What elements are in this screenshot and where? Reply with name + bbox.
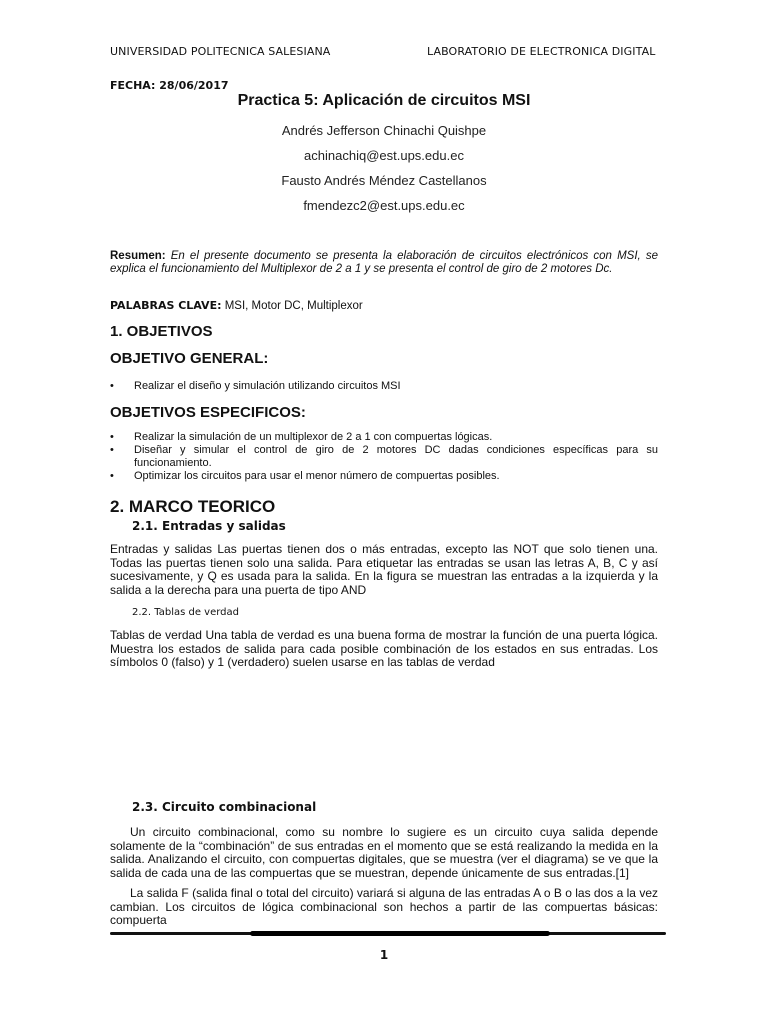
paragraph-text: Un circuito combinacional, como su nombre lo sugiere es un circuito cuya salida depende solamente de la “combinación” de sus entradas en el momento que se está realizando la medida en la salida. Analizando el circuito, con compuertas digitales, que se muestra (ver el diagrama) se ve que la salida de cada una de las compuertas que se muestran, depende únicamente de sus entradas.[1] xyxy=(110,825,658,880)
list-item xyxy=(110,380,658,393)
list-item-text: Realizar el diseño y simulación utilizando circuitos MSI xyxy=(134,380,401,392)
entradas-salidas-paragraph xyxy=(110,543,658,597)
paragraph-text: La salida F (salida final o total del circuito) variará si alguna de las entradas A o B o las dos a la vez cambian. Los circuitos de lógica combinacional son hechos a partir de las compuertas básicas: compuerta xyxy=(110,886,658,927)
circuito-combinacional-paragraph-2 xyxy=(110,887,658,928)
subsection-circuito-combinacional-heading: 2.3. Circuito combinacional xyxy=(132,800,317,814)
list-item xyxy=(110,444,658,470)
abstract xyxy=(110,250,658,276)
bullet-icon: • xyxy=(110,431,114,443)
abstract-text: En el presente documento se presenta la elaboración de circuitos electrónicos con MSI, se explica el funcionamiento del Multiplexor de 2 a 1 y se presenta el control de giro de 2 motores Dc. xyxy=(110,250,658,275)
page-number: 1 xyxy=(379,948,389,962)
objetivo-general-list xyxy=(110,380,658,393)
keywords-label: PALABRAS CLAVE: xyxy=(110,299,222,312)
bullet-icon: • xyxy=(110,470,114,482)
bullet-icon: • xyxy=(110,444,114,456)
author-name-1: Andrés Jefferson Chinachi Quishpe xyxy=(281,123,487,138)
tablas-verdad-paragraph xyxy=(110,629,658,670)
circuito-combinacional-paragraph-1 xyxy=(110,826,658,880)
abstract-label: Resumen: xyxy=(110,250,166,262)
header-university: UNIVERSIDAD POLITECNICA SALESIANA xyxy=(110,45,331,58)
list-item xyxy=(110,431,658,444)
keywords xyxy=(110,299,658,314)
section-marco-teorico-heading: 2. MARCO TEORICO xyxy=(110,497,276,516)
list-item xyxy=(110,470,658,483)
subsection-entradas-salidas-heading: 2.1. Entradas y salidas xyxy=(132,519,286,533)
author-email-1: achinachiq@est.ups.edu.ec xyxy=(304,148,464,163)
footer-divider-accent xyxy=(250,931,550,936)
list-item-text: Optimizar los circuitos para usar el menor número de compuertas posibles. xyxy=(134,470,500,482)
keywords-text: MSI, Motor DC, Multiplexor xyxy=(224,300,363,312)
subsection-tablas-verdad-heading: 2.2. Tablas de verdad xyxy=(132,607,239,618)
header-laboratory: LABORATORIO DE ELECTRONICA DIGITAL xyxy=(427,45,656,58)
paragraph-text: Tablas de verdad Una tabla de verdad es una buena forma de mostrar la función de una puerta lógica. Muestra los estados de salida para cada posible combinación de los estados en sus entradas. Los símbolos 0 (falso) y 1 (verdadero) suelen usarse en las tablas de verdad xyxy=(110,628,658,669)
section-objetivos-heading: 1. OBJETIVOS xyxy=(110,323,213,340)
document-date: FECHA: 28/06/2017 xyxy=(110,79,229,92)
document-title: Practica 5: Aplicación de circuitos MSI xyxy=(237,92,531,109)
objetivos-especificos-heading: OBJETIVOS ESPECIFICOS: xyxy=(110,404,306,421)
bullet-icon: • xyxy=(110,380,114,392)
list-item-text: Realizar la simulación de un multiplexor de 2 a 1 con compuertas lógicas. xyxy=(134,431,493,443)
author-name-2: Fausto Andrés Méndez Castellanos xyxy=(281,173,487,188)
objetivo-general-heading: OBJETIVO GENERAL: xyxy=(110,350,269,367)
author-email-2: fmendezc2@est.ups.edu.ec xyxy=(303,198,465,213)
objetivos-especificos-list xyxy=(110,431,658,483)
paragraph-text: Entradas y salidas Las puertas tienen dos o más entradas, excepto las NOT que solo tienen una. Todas las puertas tienen solo una salida. Para etiquetar las entradas se usan las letras A, B, C y así sucesivamente, y Q es usada para la salida. En la figura se muestran las entradas a la izquierda y la salida a la derecha para una puerta de tipo AND xyxy=(110,542,658,597)
list-item-text: Diseñar y simular el control de giro de 2 motores DC dadas condiciones específicas para su funcionamiento. xyxy=(134,444,658,469)
